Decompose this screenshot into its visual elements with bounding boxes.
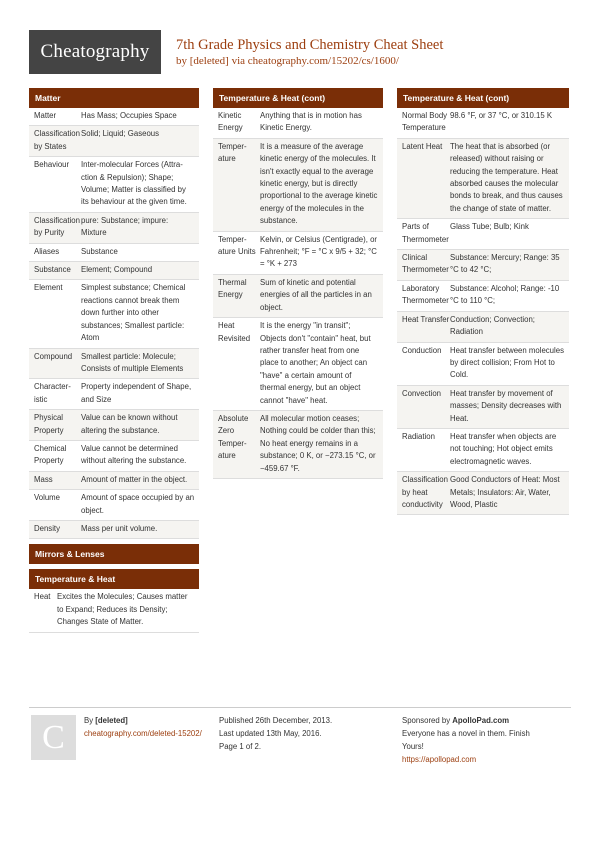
- table-row: [213, 275, 383, 318]
- row-value: Value cannot be determined without altering the substance.: [81, 443, 187, 466]
- row-key: Heat: [34, 592, 51, 602]
- row-key: Heat Transfer: [402, 314, 450, 324]
- table-row: [397, 343, 569, 386]
- table-row: [29, 349, 199, 380]
- cheatography-c-logo: C: [31, 715, 76, 760]
- table-row: [397, 312, 569, 343]
- row-value: Anything that is in motion has Kinetic Energy.: [260, 111, 362, 133]
- table-row: [29, 589, 199, 632]
- section-header-matter: Matter: [29, 88, 199, 108]
- table-row: [29, 441, 199, 472]
- row-value: Substance: Alcohol; Range: -10 °C to 110 °C;: [450, 283, 560, 306]
- row-value: Sum of kinetic and potential energies of all the particles in an object.: [260, 277, 372, 312]
- row-key: Heat Revisited: [218, 321, 251, 343]
- row-value: Inter-molecular Forces (Attraction & Repulsion); Shape; Volume; Matter is classified by its behaviour at the given time.: [81, 160, 187, 207]
- row-value: Kelvin, or Celsius (Centigrade), or Fahrenheit; °F = °C x 9/5 + 32; °C = °K + 273: [260, 234, 377, 269]
- sponsor-name[interactable]: ApolloPad.com: [452, 716, 510, 725]
- published-date: Published 26th December, 2013.: [219, 716, 333, 725]
- table-row: [29, 126, 199, 157]
- table-row: [29, 379, 199, 410]
- row-value: The heat that is absorbed (or released) without raising or reducing the temperature. Heat absorbed causes the molecular bonds to break, and thus causes the change of state of matter.: [450, 141, 563, 213]
- row-key: Parts of Thermometer: [402, 222, 449, 244]
- footer-sponsor: [402, 714, 552, 766]
- page-number: Page 1 of 2.: [219, 742, 262, 751]
- row-value: All molecular motion ceases; Nothing could be colder than this; No heat energy remains in a substance; 0 K, or −273.15 °C, or −459.67 °F.: [260, 413, 376, 473]
- sponsor-url[interactable]: https://apollopad.com: [402, 755, 477, 764]
- row-key: Temperature: [218, 141, 247, 164]
- section-header-temperature-cont-2: Temperature & Heat (cont): [397, 88, 569, 108]
- temperature-cont-table-2: [397, 108, 569, 515]
- row-key: Chemical Property: [34, 443, 67, 466]
- row-value: Mass per unit volume.: [81, 523, 158, 533]
- table-row: [29, 157, 199, 213]
- table-row: [29, 213, 199, 244]
- matter-table: [29, 108, 199, 539]
- footer-author: [84, 714, 204, 740]
- footer-dates: [219, 714, 389, 753]
- row-key: Aliases: [34, 246, 60, 256]
- table-row: [213, 108, 383, 139]
- row-value: Simplest substance; Chemical reactions cannot break them down further into other substances; Smallest particle: Atom: [81, 283, 186, 343]
- row-value: Property independent of Shape, and Size: [81, 382, 192, 404]
- row-key: Clinical Thermometer: [402, 253, 449, 275]
- table-row: [397, 108, 569, 139]
- section-header-temperature-cont: Temperature & Heat (cont): [213, 88, 383, 108]
- row-value: Heat transfer when objects are not touching; Hot object emits electromagnetic waves.: [450, 431, 557, 466]
- table-row: [29, 108, 199, 126]
- table-row: [397, 139, 569, 219]
- row-key: Compound: [34, 351, 73, 361]
- column-3: [397, 88, 569, 515]
- temperature-table: [29, 589, 199, 632]
- section-header-mirrors: Mirrors & Lenses: [29, 544, 199, 564]
- row-key: Kinetic Energy: [218, 111, 243, 133]
- row-key: Physical Property: [34, 413, 64, 435]
- row-value: Heat transfer by movement of masses; Density decreases with Heat.: [450, 388, 562, 423]
- row-value: It is a measure of the average kinetic energy of the molecules. It isn't exactly equal to the average kinetic energy, but is directly proportional to the average kinetic energy of the molecules in the substance.: [260, 141, 378, 226]
- table-row: [213, 232, 383, 275]
- updated-date: Last updated 13th May, 2016.: [219, 729, 322, 738]
- row-value: Heat transfer between molecules by direct collision; From Hot to Cold.: [450, 345, 564, 380]
- row-key: Radiation: [402, 431, 435, 441]
- via-label: via: [228, 55, 248, 67]
- table-row: [29, 490, 199, 521]
- row-key: Classification by heat conductivity: [402, 475, 448, 509]
- footer-divider: [29, 707, 571, 708]
- author-link[interactable]: [deleted]: [189, 55, 229, 67]
- row-value: Has Mass; Occupies Space: [81, 111, 177, 120]
- footer-author-name[interactable]: [deleted]: [95, 716, 128, 725]
- row-key: Matter: [34, 111, 57, 120]
- row-value: Good Conductors of Heat: Most Metals; Insulators: Air, Water, Wood, Plastic: [450, 475, 560, 509]
- section-header-temperature: Temperature & Heat: [29, 569, 199, 589]
- row-value: Smallest particle: Molecule; Consists of multiple Elements: [81, 351, 184, 373]
- sponsor-prefix: Sponsored by: [402, 716, 453, 725]
- temperature-cont-table: [213, 108, 383, 479]
- sponsor-tagline: Everyone has a novel in them. Finish Yours!: [402, 729, 530, 751]
- row-key: Behaviour: [34, 160, 70, 170]
- column-1: [29, 88, 199, 633]
- table-row: [213, 318, 383, 411]
- table-row: [29, 472, 199, 490]
- table-row: [29, 262, 199, 280]
- row-value: Excites the Molecules; Causes matter to Expand; Reduces its Density; Changes State of Matter.: [57, 592, 188, 627]
- row-key: Substance: [34, 265, 71, 275]
- row-key: Characteristic: [34, 382, 71, 404]
- table-row: [29, 521, 199, 539]
- sheet-url-link[interactable]: cheatography.com/15202/cs/1600/: [247, 55, 399, 67]
- row-key: Absolute Zero Temperature: [218, 413, 249, 461]
- by-label: by: [176, 55, 190, 67]
- row-value: Amount of matter in the object.: [81, 474, 188, 484]
- row-value: It is the energy "in transit"; Objects don't "contain" heat, but rather transfer heat from one place to another; An object can "have" a certain amount of thermal energy, but an object cannot "have" heat.: [260, 321, 371, 405]
- table-row: [397, 219, 569, 250]
- row-value: Glass Tube; Bulb; Kink: [450, 222, 529, 232]
- row-key: Temperature Units: [218, 234, 256, 257]
- row-value: Substance: [81, 246, 118, 256]
- footer-author-url[interactable]: cheatography.com/deleted-15202/: [84, 729, 202, 738]
- row-key: Laboratory Thermometer: [402, 283, 449, 306]
- table-row: [397, 250, 569, 281]
- row-value: Element; Compound: [81, 265, 153, 275]
- row-key: Convection: [402, 388, 442, 398]
- row-key: Thermal Energy: [218, 277, 247, 300]
- page-title: 7th Grade Physics and Chemistry Cheat Sheet: [176, 37, 444, 53]
- row-key: Volume: [34, 493, 61, 503]
- row-key: Latent Heat: [402, 141, 443, 151]
- table-row: [397, 281, 569, 312]
- row-value: Conduction; Convection; Radiation: [450, 314, 535, 337]
- row-key: Element: [34, 283, 63, 293]
- table-row: [29, 410, 199, 441]
- footer-by-label: By: [84, 716, 96, 725]
- row-key: Normal Body Temperature: [402, 111, 448, 133]
- row-key: Classification by Purity: [34, 215, 80, 238]
- row-key: Conduction: [402, 345, 442, 355]
- table-row: [29, 244, 199, 262]
- cheatography-logo[interactable]: Cheatography: [29, 30, 161, 74]
- row-value: Substance: Mercury; Range: 35 °C to 42 °C;: [450, 253, 560, 275]
- table-row: [213, 411, 383, 479]
- row-value: Value can be known without altering the substance.: [81, 413, 178, 435]
- row-value: Solid; Liquid; Gaseous: [81, 129, 160, 139]
- column-2: [213, 88, 383, 479]
- row-value: pure: Substance; impure: Mixture: [81, 215, 169, 238]
- row-key: Density: [34, 523, 60, 533]
- table-row: [397, 386, 569, 429]
- row-value: 98.6 °F, or 37 °C, or 310.15 K: [450, 111, 553, 120]
- table-row: [213, 139, 383, 232]
- row-key: Mass: [34, 474, 53, 484]
- table-row: [29, 280, 199, 348]
- row-value: Amount of space occupied by an object.: [81, 493, 195, 515]
- subtitle: [176, 55, 399, 67]
- table-row: [397, 472, 569, 515]
- table-row: [397, 429, 569, 472]
- row-key: Classification by States: [34, 129, 80, 151]
